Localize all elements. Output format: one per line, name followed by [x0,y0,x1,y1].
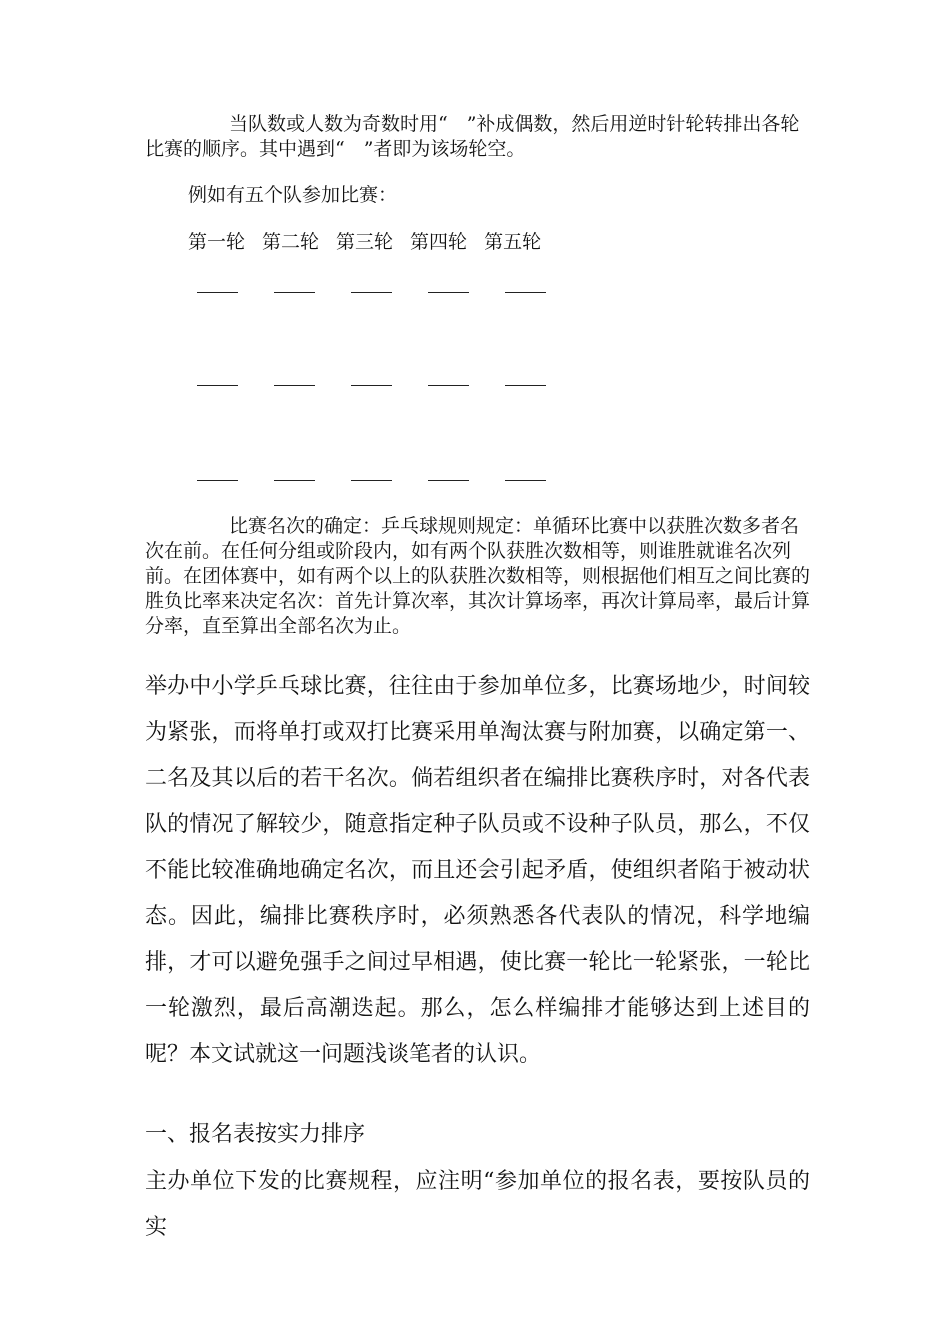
blank-line [428,480,469,481]
round-label: 第一轮 [188,231,246,253]
blank-line [274,385,315,386]
ranking-paragraph: 比赛名次的确定：乒乓球规则规定：单循环比赛中以获胜次数多者名次在前。在任何分组或阶段内，如有两个队获胜次数相等，则谁胜就谁名次列前。在团体赛中，如有两个以上的队获胜次数相等，则根据他们相互之间比赛的胜负比率来决定名次：首先计算次率，其次计算场率，再次计算局率，最后计算分率，直至算出全部名次为止。 [145,515,811,637]
round-label: 第四轮 [410,231,468,253]
blank-line [505,385,546,386]
blank-line [274,292,315,293]
blank-line [351,292,392,293]
round-label: 第五轮 [484,231,542,253]
blank-line [351,480,392,481]
rounds-header [188,230,541,255]
blank-line [505,292,546,293]
blank-line [197,385,238,386]
pairing-blank-row [197,292,546,293]
blank-line [351,385,392,386]
last-paragraph: 主办单位下发的比赛规程，应注明“参加单位的报名表，要按队员的实 [145,1169,810,1240]
example-line: 例如有五个队参加比赛： [188,184,398,206]
round-label: 第三轮 [336,231,394,253]
blank-line [428,385,469,386]
blank-line [505,480,546,481]
pairing-blank-row [197,385,546,386]
round-label: 第二轮 [262,231,320,253]
pairing-blank-row [197,480,546,481]
main-paragraph: 举办中小学乒乓球比赛，往往由于参加单位多，比赛场地少，时间较为紧张，而将单打或双打比赛采用单淘汰赛与附加赛，以确定第一、二名及其以后的若干名次。倘若组织者在编排比赛秩序时，对各代表队的情况了解较少，随意指定种子队员或不设种子队员，那么，不仅不能比较准确地确定名次，而且还会引起矛盾，使组织者陷于被动状态。因此，编排比赛秩序时，必须熟悉各代表队的情况，科学地编排，才可以避免强手之间过早相遇，使比赛一轮比一轮紧张，一轮比一轮激烈，最后高潮迭起。那么，怎么样编排才能够达到上述目的呢？本文试就这一问题浅谈笔者的认识。 [145,674,810,1067]
blank-line [428,292,469,293]
intro-paragraph: 当队数或人数为奇数时用“ ”补成偶数，然后用逆时针轮转排出各轮比赛的顺序。其中遇到“ ”者即为该场轮空。 [145,113,800,160]
blank-line [197,480,238,481]
blank-line [274,480,315,481]
section-heading: 一、报名表按实力排序 [145,1122,366,1147]
blank-line [197,292,238,293]
